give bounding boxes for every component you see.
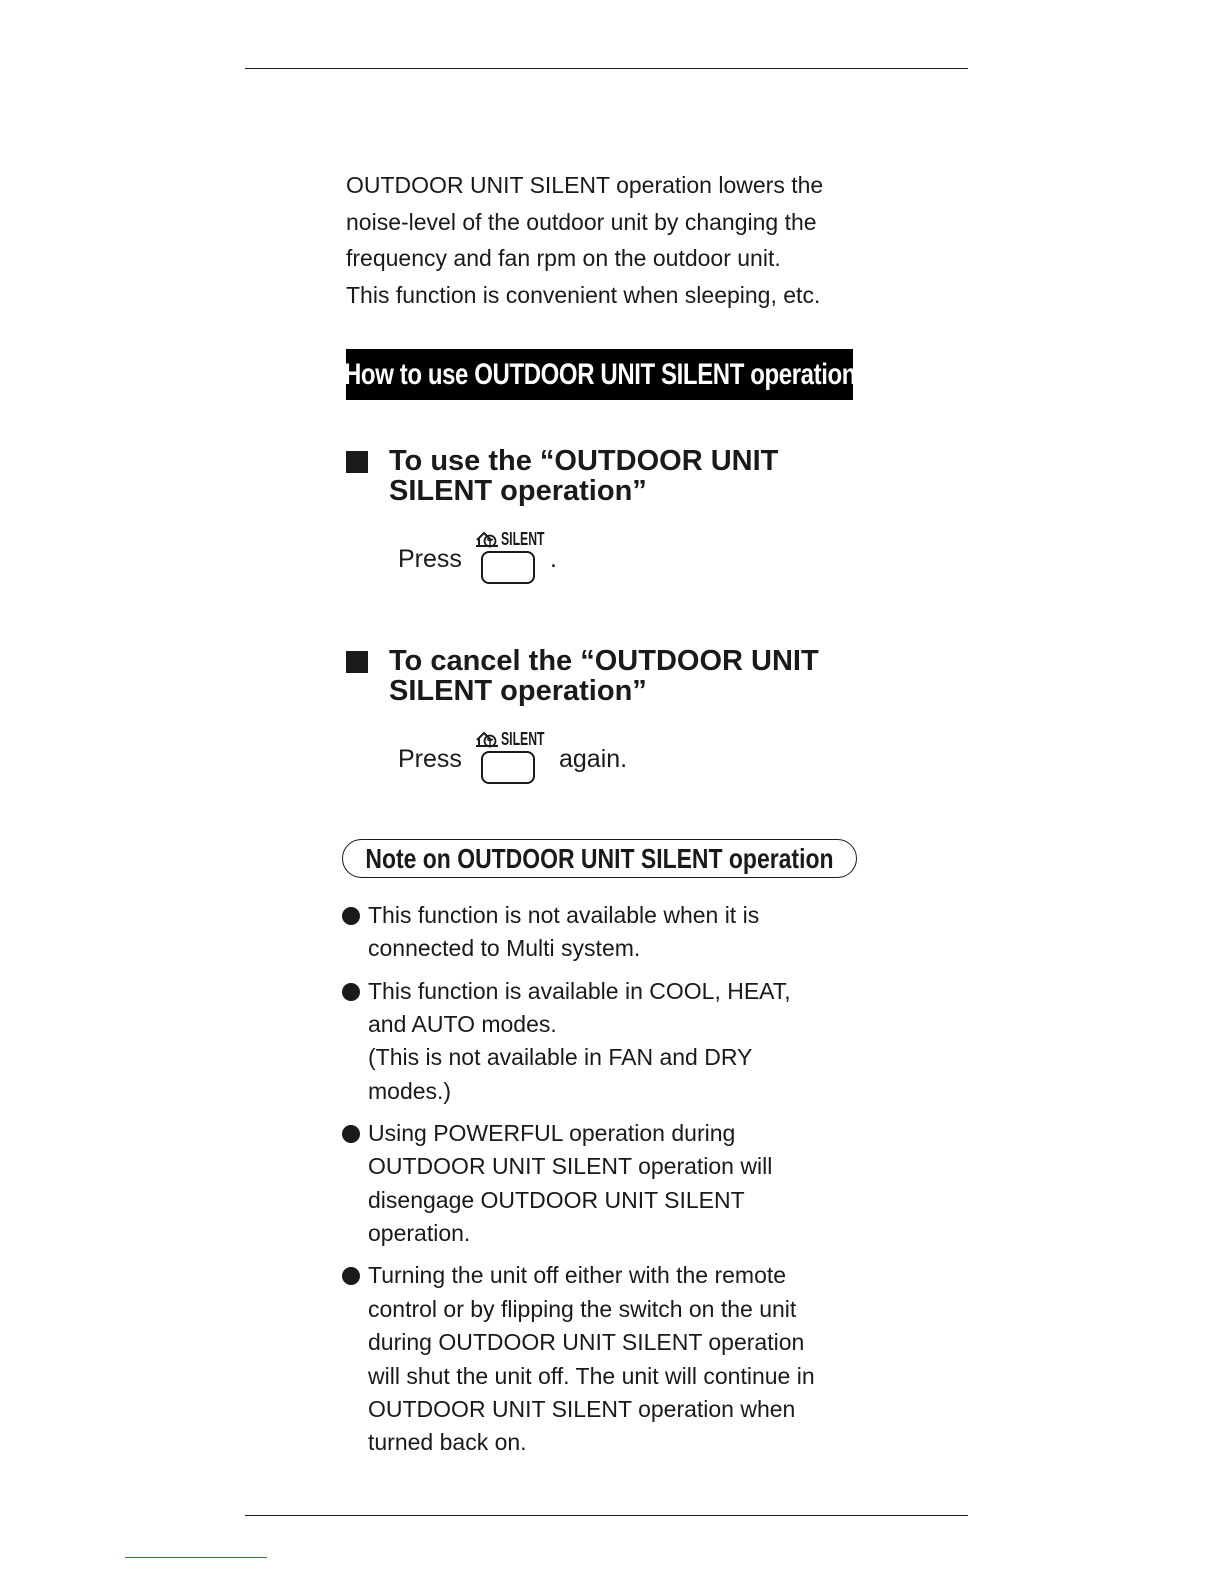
note-line: will shut the unit off. The unit will continue in	[368, 1362, 815, 1389]
silent-label-text: SILENT	[501, 528, 545, 549]
note-heading	[342, 839, 857, 878]
note-heading-text: Note on OUTDOOR UNIT SILENT operation	[365, 842, 834, 874]
note-line: (This is not available in FAN and DRY	[368, 1044, 753, 1071]
note-line: Using POWERFUL operation during	[368, 1120, 736, 1147]
list-item	[342, 899, 872, 966]
note-line: OUTDOOR UNIT SILENT operation when	[368, 1396, 796, 1423]
note-line: control or by flipping the switch on the unit	[368, 1295, 797, 1322]
top-rule	[245, 68, 968, 69]
note-line: operation.	[368, 1220, 471, 1247]
intro-line: frequency and fan rpm on the outdoor unit.	[346, 245, 781, 271]
note-line: and AUTO modes.	[368, 1011, 557, 1038]
list-item	[342, 1259, 872, 1459]
square-bullet-icon	[346, 451, 368, 473]
banner-text: How to use OUTDOOR UNIT SILENT operation	[343, 357, 856, 391]
notes-list	[342, 899, 872, 1469]
silent-button[interactable]	[475, 729, 545, 791]
note-line: This function is available in COOL, HEAT,	[368, 977, 791, 1004]
press-text: Press	[398, 745, 462, 773]
button-key[interactable]	[481, 551, 535, 584]
house-fan-icon	[475, 530, 499, 548]
button-key[interactable]	[481, 751, 535, 784]
note-line: during OUTDOOR UNIT SILENT operation	[368, 1329, 805, 1356]
note-line: disengage OUTDOOR UNIT SILENT	[368, 1186, 745, 1213]
intro-paragraph	[346, 167, 886, 313]
note-line: turned back on.	[368, 1429, 527, 1456]
intro-line: OUTDOOR UNIT SILENT operation lowers the	[346, 172, 824, 198]
cancel-title-line2: SILENT operation”	[389, 675, 647, 707]
house-fan-icon	[475, 730, 499, 748]
again-text: again.	[559, 745, 628, 773]
bullet-dot-icon	[342, 907, 360, 925]
period-text: .	[550, 545, 557, 573]
press-text: Press	[398, 545, 462, 573]
use-title-line1: To use the “OUTDOOR UNIT	[389, 445, 779, 477]
silent-button-label	[475, 729, 565, 749]
bottom-rule	[245, 1515, 968, 1516]
note-line: Turning the unit off either with the remote	[368, 1262, 787, 1289]
note-line: connected to Multi system.	[368, 935, 641, 962]
bullet-dot-icon	[342, 1125, 360, 1143]
bullet-dot-icon	[342, 983, 360, 1001]
how-to-banner	[343, 349, 856, 400]
note-line: OUTDOOR UNIT SILENT operation will	[368, 1153, 773, 1180]
footer-underline	[125, 1557, 267, 1558]
list-item	[342, 975, 872, 1109]
cancel-title-line1: To cancel the “OUTDOOR UNIT	[389, 645, 819, 677]
note-line: This function is not available when it is	[368, 902, 760, 928]
silent-button[interactable]	[475, 529, 545, 591]
intro-line: This function is convenient when sleeping, etc.	[346, 281, 821, 308]
square-bullet-icon	[346, 651, 368, 673]
bullet-dot-icon	[342, 1267, 360, 1285]
use-title-line2: SILENT operation”	[389, 475, 647, 507]
intro-line: noise-level of the outdoor unit by changing the	[346, 208, 817, 235]
list-item	[342, 1117, 872, 1251]
note-line: modes.)	[368, 1077, 452, 1104]
silent-label-text: SILENT	[501, 728, 545, 749]
